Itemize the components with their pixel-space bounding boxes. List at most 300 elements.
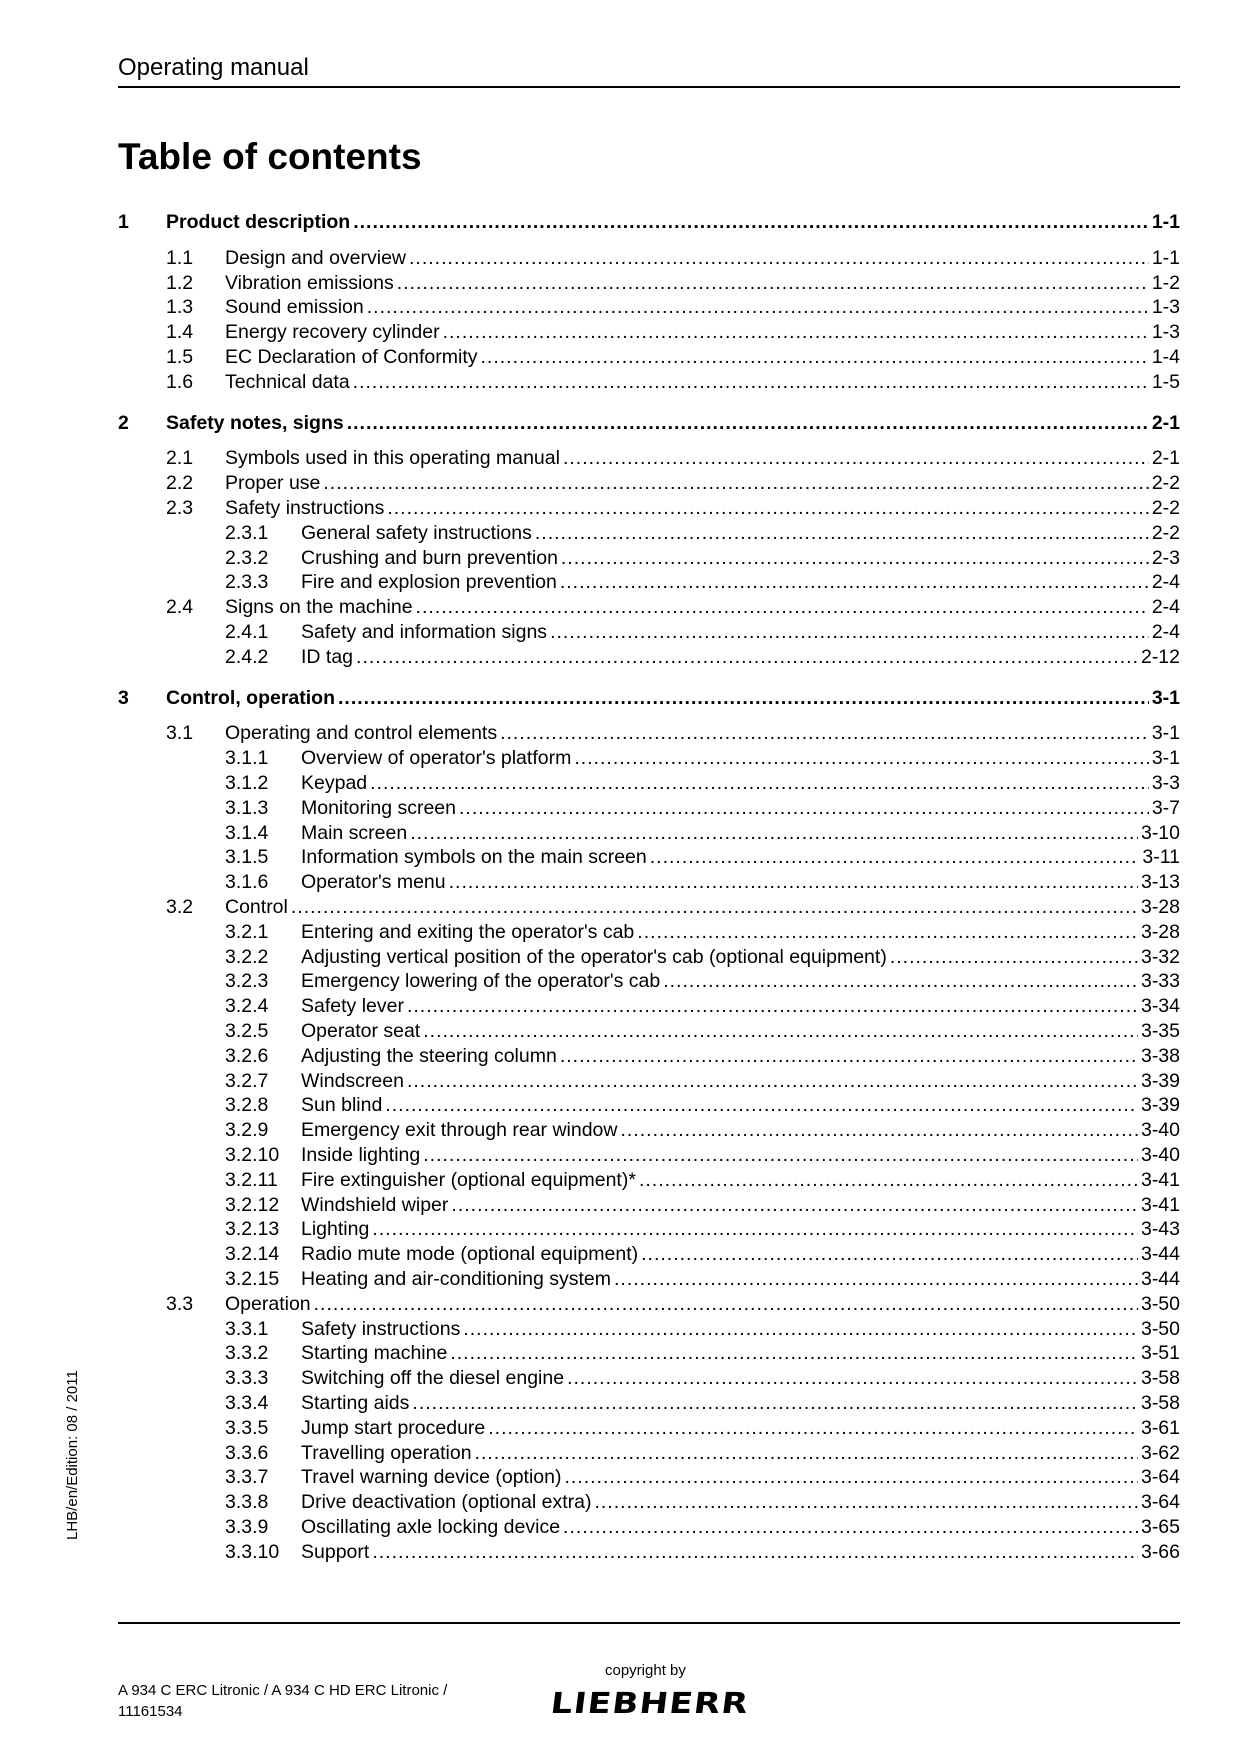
toc-entry[interactable] [118,1193,1180,1218]
toc-entry-leader [225,1292,1180,1317]
toc-entry-page: 3-1 [1151,747,1180,770]
toc-entry-leader [225,446,1180,471]
toc-entry-number: 3.1.5 [225,846,269,869]
toc-entry[interactable] [118,570,1180,595]
toc-entry-number: 3.3.2 [225,1342,269,1365]
toc-entry[interactable] [118,994,1180,1019]
toc-entry[interactable] [118,1317,1180,1342]
dot-leader [560,570,1149,595]
toc-entry-title: Control, operation [166,686,335,709]
toc-entry[interactable] [118,496,1180,521]
toc-entry[interactable] [118,721,1180,746]
toc-entry-number: 3.3.7 [225,1466,269,1489]
toc-entry-leader [225,595,1180,620]
dot-leader [423,1019,1138,1044]
toc-entry-leader [225,345,1180,370]
toc-entry-page: 3-3 [1151,772,1180,794]
toc-entry-leader [166,210,1180,235]
toc-entry-page: 3-58 [1140,1392,1180,1414]
toc-entry[interactable] [118,1292,1180,1317]
toc-entry[interactable] [118,796,1180,821]
toc-entry[interactable] [118,821,1180,846]
dot-leader [560,1044,1138,1069]
toc-entry[interactable] [118,210,1180,235]
toc-entry-page: 3-13 [1140,871,1180,894]
toc-entry-leader [301,1317,1180,1342]
toc-entry-title: Operator seat [301,1020,421,1042]
toc-entry-title: Safety instructions [225,497,385,519]
toc-entry-page: 2-1 [1151,411,1180,434]
toc-entry-page: 2-4 [1151,571,1180,594]
toc-entry-number: 3.2.2 [225,945,269,968]
toc-entry-leader [301,620,1180,645]
toc-entry-leader [301,645,1180,670]
toc-entry-page: 1-2 [1151,271,1180,294]
toc-entry-title: Keypad [301,772,368,794]
toc-entry-page: 3-35 [1140,1020,1180,1042]
toc-entry-leader [301,746,1180,771]
toc-entry-title: Emergency exit through rear window [301,1119,618,1142]
toc-entry-number: 3.2.10 [225,1144,280,1166]
dot-leader [407,1069,1138,1094]
toc-entry-number: 3.2.11 [225,1168,278,1191]
toc-entry-page: 3-43 [1140,1218,1180,1241]
toc-entry[interactable] [118,1515,1180,1540]
toc-entry-title: Symbols used in this operating manual [225,447,560,470]
dot-leader [397,271,1149,296]
toc-entry-leader [301,1193,1180,1218]
toc-entry-number: 1 [118,211,129,233]
dot-leader [459,796,1149,821]
toc-entry[interactable] [118,1019,1180,1044]
toc-entry-leader [166,686,1180,711]
toc-entry-leader [225,496,1180,521]
toc-entry[interactable] [118,246,1180,271]
dot-leader [407,994,1138,1019]
toc-entry-title: Heating and air-conditioning system [301,1268,612,1290]
toc-entry-title: Starting machine [301,1342,448,1365]
liebherr-logo: LIEBHERR [548,1686,752,1720]
toc-entry-title: Safety notes, signs [166,411,344,434]
toc-entry-number: 3.3.5 [225,1416,269,1439]
toc-entry-page: 1-3 [1151,321,1180,344]
toc-entry[interactable] [118,1093,1180,1118]
dot-leader [449,870,1138,895]
dot-leader [663,969,1138,994]
toc-entry-leader [301,1515,1180,1540]
toc-entry-title: Adjusting the steering column [301,1044,557,1067]
toc-entry-leader [225,271,1180,296]
toc-entry-number: 2.3.3 [225,571,269,594]
toc-entry-title: Sun blind [301,1094,383,1117]
dot-leader [367,295,1149,320]
toc-entry-page: 3-41 [1140,1168,1180,1191]
toc-entry-title: Travel warning device (option) [301,1466,562,1489]
toc-entry-page: 3-28 [1140,896,1180,918]
toc-entry-leader [301,870,1180,895]
toc-entry-number: 2.3.1 [225,521,269,544]
dot-leader [561,546,1149,571]
toc-entry-page: 3-64 [1140,1466,1180,1489]
dot-leader [563,446,1149,471]
toc-entry-page: 3-41 [1140,1193,1180,1216]
toc-entry-page: 3-44 [1140,1243,1180,1266]
toc-entry-page: 3-1 [1151,686,1180,709]
toc-entry-title: Product description [166,211,351,233]
toc-entry-title: Oscillating axle locking device [301,1516,561,1538]
toc-entry-leader [301,969,1180,994]
toc-entry-number: 3.1 [166,722,194,745]
toc-entry-number: 2.2 [166,472,194,495]
toc-entry-leader [225,320,1180,345]
toc-entry-leader [166,411,1180,436]
dot-leader [475,1441,1138,1466]
toc-entry-page: 3-50 [1140,1317,1180,1340]
toc-entry-leader [301,1540,1180,1565]
toc-entry-page: 3-28 [1140,920,1180,943]
dot-leader [614,1267,1138,1292]
toc-entry-title: Adjusting vertical position of the operator's cab (optional equipment) [301,945,887,968]
toc-entry-number: 3.2.8 [225,1094,269,1117]
toc-entry[interactable] [118,1540,1180,1565]
toc-entry-title: Signs on the machine [225,596,413,619]
toc-entry-page: 3-7 [1151,796,1180,819]
toc-entry[interactable] [118,1490,1180,1515]
dot-leader [594,1490,1137,1515]
toc-entry-page: 3-39 [1140,1069,1180,1092]
footer-copyright: copyright by [605,1662,686,1679]
toc-entry-page: 3-64 [1140,1491,1180,1514]
dot-leader [412,1391,1138,1416]
toc-entry-leader [301,1019,1180,1044]
toc-entry-page: 3-34 [1140,995,1180,1018]
toc-entry[interactable] [118,1242,1180,1267]
dot-leader [639,1168,1138,1193]
toc-entry-number: 2.4.2 [225,645,269,668]
toc-entry-number: 3.2.6 [225,1044,269,1067]
toc-entry-number: 3.2.4 [225,995,269,1018]
toc-entry-page: 3-1 [1151,722,1180,745]
dot-leader [416,595,1149,620]
toc-entry-leader [301,1391,1180,1416]
toc-entry-number: 3.1.4 [225,821,269,844]
toc-entry-leader [301,1267,1180,1292]
toc-entry-leader [301,845,1180,870]
toc-entry-leader [301,821,1180,846]
toc-entry[interactable] [118,1341,1180,1366]
toc-entry-number: 3.1.6 [225,871,269,894]
toc-entry-page: 3-62 [1140,1441,1180,1464]
toc-entry[interactable] [118,746,1180,771]
footer-model-line2: 11161534 [118,1703,183,1720]
toc-entry-leader [301,1242,1180,1267]
toc-entry[interactable] [118,345,1180,370]
toc-entry[interactable] [118,845,1180,870]
toc-entry-title: Drive deactivation (optional extra) [301,1491,592,1514]
toc-entry-page: 3-33 [1140,970,1180,993]
toc-entry-number: 1.4 [166,321,194,344]
toc-entry[interactable] [118,870,1180,895]
toc-entry-number: 3.2.3 [225,970,269,993]
toc-entry-page: 3-32 [1140,945,1180,968]
toc-entry-leader [225,246,1180,271]
dot-leader [450,1341,1138,1366]
dot-leader [338,686,1149,711]
toc-entry-page: 1-1 [1151,246,1180,269]
dot-leader [463,1317,1138,1342]
dot-leader [314,1292,1138,1317]
toc-entry-number: 2 [118,411,129,434]
dot-leader [890,945,1138,970]
toc-entry-leader [301,1341,1180,1366]
toc-entry-leader [301,521,1180,546]
toc-entry[interactable] [118,471,1180,496]
toc-entry-page: 3-51 [1140,1342,1180,1365]
toc-entry-number: 3.2.12 [225,1193,280,1216]
toc-entry-number: 3.1.3 [225,796,269,819]
toc-entry-page: 3-10 [1140,821,1180,844]
toc-entry-page: 2-4 [1151,621,1180,643]
dot-leader [372,1540,1138,1565]
toc-entry-title: EC Declaration of Conformity [225,346,478,368]
toc-entry-page: 2-2 [1151,497,1180,519]
page-header [118,52,1180,88]
toc-entry[interactable] [118,1143,1180,1168]
toc-entry-number: 1.3 [166,296,194,319]
toc-entry-title: Windshield wiper [301,1193,449,1216]
toc-entry-number: 2.3.2 [225,546,269,569]
toc-entry-leader [301,1168,1180,1193]
toc-entry-leader [225,721,1180,746]
dot-leader [291,895,1138,920]
toc-entry-title: Entering and exiting the operator's cab [301,920,635,943]
toc-entry-title: Main screen [301,821,408,844]
dot-leader [353,370,1149,395]
toc-entry-leader [301,994,1180,1019]
toc-entry-leader [301,1118,1180,1143]
toc-entry-title: Travelling operation [301,1441,472,1464]
toc-entry-leader [225,370,1180,395]
toc-entry-number: 3.3 [166,1292,194,1315]
dot-leader [409,246,1149,271]
toc-entry[interactable] [118,620,1180,645]
toc-entry-page: 1-4 [1151,346,1180,368]
toc-entry-title: ID tag [301,645,354,668]
dot-leader [410,821,1138,846]
toc-entry[interactable] [118,521,1180,546]
header-title: Operating manual [118,54,309,81]
toc-entry-title: Support [301,1540,370,1563]
toc-entry-page: 2-3 [1151,546,1180,569]
toc-entry-page: 3-65 [1140,1516,1180,1538]
toc-entry[interactable] [118,1217,1180,1242]
toc-entry-title: Vibration emissions [225,271,394,294]
toc-entry-number: 1.5 [166,346,194,368]
dot-leader [563,1515,1138,1540]
toc-entry-leader [301,796,1180,821]
toc-entry-title: Design and overview [225,246,407,269]
dot-leader [567,1366,1138,1391]
toc-entry-title: Fire extinguisher (optional equipment)* [301,1168,636,1191]
toc-entry[interactable] [118,1416,1180,1441]
toc-entry[interactable] [118,645,1180,670]
toc-entry-number: 2.4 [166,596,194,619]
dot-leader [423,1143,1138,1168]
toc-entry-page: 3-11 [1142,846,1180,869]
toc-entry-page: 1-3 [1151,296,1180,319]
toc-entry-number: 1.6 [166,370,194,393]
toc-entry-number: 3.3.9 [225,1516,269,1538]
dot-leader [323,471,1148,496]
toc-entry-number: 3.3.3 [225,1367,269,1390]
toc-entry-page: 3-44 [1140,1268,1180,1290]
dot-leader [443,320,1149,345]
dot-leader [370,771,1149,796]
toc-entry-title: Technical data [225,370,350,393]
toc-entry-title: Operation [225,1292,311,1315]
dot-leader [637,920,1138,945]
toc-entry[interactable] [118,1465,1180,1490]
toc-entry-page: 1-1 [1151,211,1180,233]
dot-leader [650,845,1140,870]
toc-entry-number: 2.1 [166,447,194,470]
toc-entry-page: 3-61 [1140,1416,1180,1439]
toc-entry[interactable] [118,370,1180,395]
toc-entry-leader [301,1093,1180,1118]
toc-entry-page: 1-5 [1151,370,1180,393]
dot-leader [564,1465,1137,1490]
toc-entry-title: Inside lighting [301,1144,421,1166]
toc-entry-title: Energy recovery cylinder [225,321,440,344]
toc-entry-leader [225,471,1180,496]
toc-entry-title: Control [225,896,288,918]
toc-entry[interactable] [118,969,1180,994]
toc-entry-title: Operator's menu [301,871,446,894]
toc-entry[interactable] [118,271,1180,296]
dot-leader [488,1416,1138,1441]
edition-label: LHB/en/Edition: 08 / 2011 [64,1370,81,1540]
footer-model-line1: A 934 C ERC Litronic / A 934 C HD ERC Litronic / [118,1682,448,1699]
toc-entry-page: 3-58 [1140,1367,1180,1390]
dot-leader [481,345,1149,370]
toc-entry[interactable] [118,771,1180,796]
toc-entry-leader [301,1465,1180,1490]
toc-entry[interactable] [118,920,1180,945]
toc-entry[interactable] [118,686,1180,711]
toc-entry-number: 3.2.7 [225,1069,269,1092]
toc-entry-leader [301,1069,1180,1094]
toc-entry[interactable] [118,320,1180,345]
toc-entry[interactable] [118,1168,1180,1193]
dot-leader [353,210,1149,235]
toc-entry-page: 3-39 [1140,1094,1180,1117]
toc-entry-number: 3.1.2 [225,772,269,794]
toc-entry[interactable] [118,945,1180,970]
toc-entry-number: 3.3.4 [225,1392,269,1414]
toc-entry-title: Windscreen [301,1069,404,1092]
toc-entry-title: Overview of operator's platform [301,747,572,770]
toc-entry-leader [301,1044,1180,1069]
toc-entry-leader [301,945,1180,970]
toc-entry-number: 3.2 [166,896,194,918]
toc-entry-title: Safety lever [301,995,404,1018]
toc-entry[interactable] [118,1441,1180,1466]
toc-entry-title: Lighting [301,1218,370,1241]
toc-entry-leader [301,1366,1180,1391]
dot-leader [385,1093,1138,1118]
toc-entry-number: 3.2.9 [225,1119,269,1142]
toc-entry[interactable] [118,1118,1180,1143]
toc-entry-leader [225,895,1180,920]
toc-entry[interactable] [118,1366,1180,1391]
toc-entry-title: General safety instructions [301,521,532,544]
toc-entry[interactable] [118,1069,1180,1094]
toc-entry-leader [301,920,1180,945]
toc-entry-number: 3.3.1 [225,1317,269,1340]
toc-entry-number: 3.1.1 [225,747,269,770]
toc-entry[interactable] [118,1391,1180,1416]
dot-leader [574,746,1148,771]
toc-entry-page: 2-12 [1140,645,1180,668]
toc-entry-title: Information symbols on the main screen [301,846,647,869]
toc-entry-page: 3-50 [1140,1292,1180,1315]
toc-entry-page: 2-4 [1151,596,1180,619]
page-title: Table of contents [118,136,422,177]
toc-entry-leader [301,1416,1180,1441]
toc-entry-leader [301,771,1180,796]
toc-entry-page: 2-2 [1151,521,1180,544]
toc-entry-number: 3.3.8 [225,1491,269,1514]
toc-entry-number: 3.2.13 [225,1218,280,1241]
toc-entry-number: 1.2 [166,271,194,294]
toc-entry-title: Emergency lowering of the operator's cab [301,970,661,993]
toc-entry[interactable] [118,546,1180,571]
toc-entry[interactable] [118,1044,1180,1069]
dot-leader [387,496,1148,521]
toc-entry[interactable] [118,295,1180,320]
toc-entry-number: 3.2.15 [225,1268,280,1290]
toc-entry-page: 3-66 [1140,1540,1180,1563]
dot-leader [641,1242,1138,1267]
toc-entry-title: Monitoring screen [301,796,456,819]
footer-model [118,1680,447,1722]
dot-leader [451,1193,1138,1218]
dot-leader [347,411,1149,436]
toc-entry[interactable] [118,446,1180,471]
toc-entry-title: Jump start procedure [301,1416,486,1439]
toc-entry-leader [301,570,1180,595]
toc-entry[interactable] [118,595,1180,620]
toc-entry[interactable] [118,895,1180,920]
toc-entry-title: Fire and explosion prevention [301,571,557,594]
toc-entry-title: Operating and control elements [225,722,498,745]
dot-leader [535,521,1149,546]
toc-entry-number: 3.3.10 [225,1540,280,1563]
toc-entry-number: 3.3.6 [225,1441,269,1464]
toc-entry[interactable] [118,411,1180,436]
toc-entry-leader [301,1441,1180,1466]
toc-entry-number: 2.4.1 [225,621,269,643]
dot-leader [550,620,1149,645]
toc-entry-page: 3-40 [1140,1144,1180,1166]
toc-entry-title: Safety and information signs [301,621,548,643]
toc-entry-number: 3.2.5 [225,1020,269,1042]
dot-leader [372,1217,1138,1242]
toc-entry-page: 3-38 [1140,1044,1180,1067]
toc-entry-page: 2-2 [1151,472,1180,495]
toc-entry-title: Radio mute mode (optional equipment) [301,1243,639,1266]
toc-entry[interactable] [118,1267,1180,1292]
